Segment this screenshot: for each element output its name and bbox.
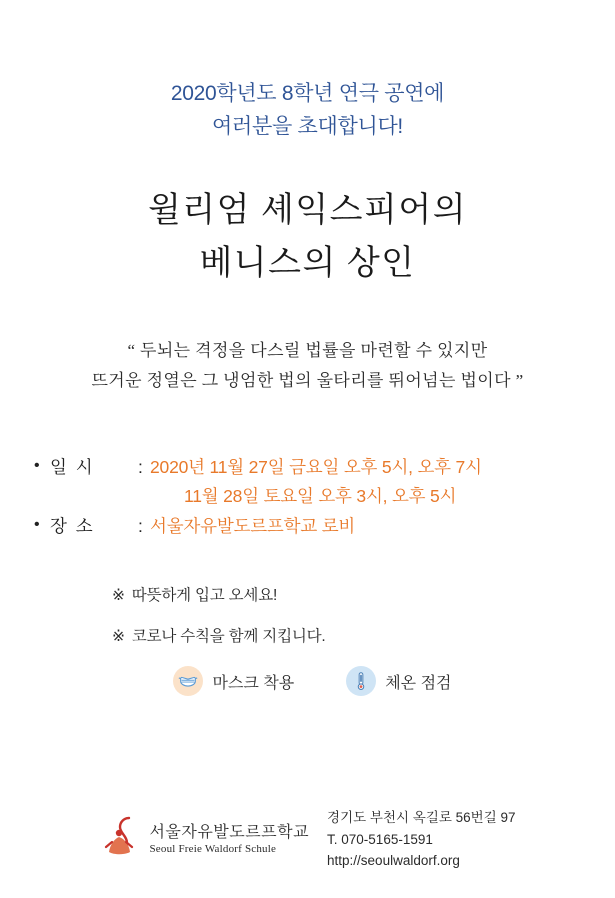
play-title-line-1: 윌리엄 셰익스피어의	[147, 192, 468, 230]
detail-label-date: 일 시	[50, 456, 95, 477]
school-logo-text	[149, 823, 309, 857]
note-item-2	[112, 625, 615, 648]
reference-mark-icon: ※	[112, 627, 125, 645]
contact-phone: T. 070-5165-1591	[327, 831, 433, 847]
contact-info	[327, 807, 516, 872]
note-text-1: 따뜻하게 입고 오세요!	[131, 586, 278, 604]
icon-label-thermometer: 체온 점검	[385, 674, 452, 692]
footer	[0, 807, 615, 872]
contact-address: 경기도 부천시 옥길로 56번길 97	[327, 810, 516, 826]
mask-icon	[173, 666, 203, 696]
play-title	[0, 185, 615, 290]
contact-website[interactable]: http://seoulwaldorf.org	[327, 853, 460, 869]
icon-item-thermometer	[346, 666, 451, 696]
play-title-line-2: 베니스의 상인	[199, 244, 416, 282]
school-name-ko: 서울자유발도르프학교	[149, 823, 310, 841]
thermometer-icon	[346, 666, 376, 696]
invitation-headline	[0, 0, 615, 143]
detail-label-venue: 장 소	[50, 516, 95, 537]
detail-value-date-line-2: 11월 28일 토요일 오후 3시, 오후 5시	[184, 486, 457, 507]
quote-line-2: 뜨거운 정열은 그 냉엄한 법의 울타리를 뛰어넘는 법이다 ”	[91, 371, 524, 391]
school-emblem-icon	[99, 812, 143, 868]
covid-guidance-icons	[0, 666, 615, 696]
event-details	[34, 454, 615, 540]
note-item-1	[112, 584, 615, 607]
icon-label-mask: 마스크 착용	[212, 674, 295, 692]
detail-row-venue	[34, 513, 615, 539]
invitation-line-2: 여러분을 초대합니다!	[212, 114, 403, 138]
detail-colon-venue: :	[138, 516, 143, 537]
quote-line-1: “ 두뇌는 격정을 다스릴 법률을 마련할 수 있지만	[127, 341, 488, 361]
detail-row-date	[34, 454, 615, 510]
detail-value-date-line-1: 2020년 11월 27일 금요일 오후 5시, 오후 7시	[150, 456, 482, 477]
reference-mark-icon: ※	[112, 586, 125, 604]
quote	[0, 336, 615, 396]
note-text-2: 코로나 수칙을 함께 지킵니다.	[131, 627, 326, 645]
school-logo	[99, 812, 309, 868]
notes	[112, 584, 615, 649]
icon-item-mask	[173, 666, 294, 696]
detail-colon-date: :	[138, 456, 143, 477]
bullet-icon: •	[34, 516, 40, 534]
invitation-line-1: 2020학년도 8학년 연극 공연에	[170, 82, 445, 105]
detail-value-venue: 서울자유발도르프학교 로비	[150, 516, 356, 537]
bullet-icon: •	[34, 456, 40, 474]
detail-value-date	[150, 454, 482, 510]
school-name-en: Seoul Freie Waldorf Schule	[149, 842, 277, 855]
